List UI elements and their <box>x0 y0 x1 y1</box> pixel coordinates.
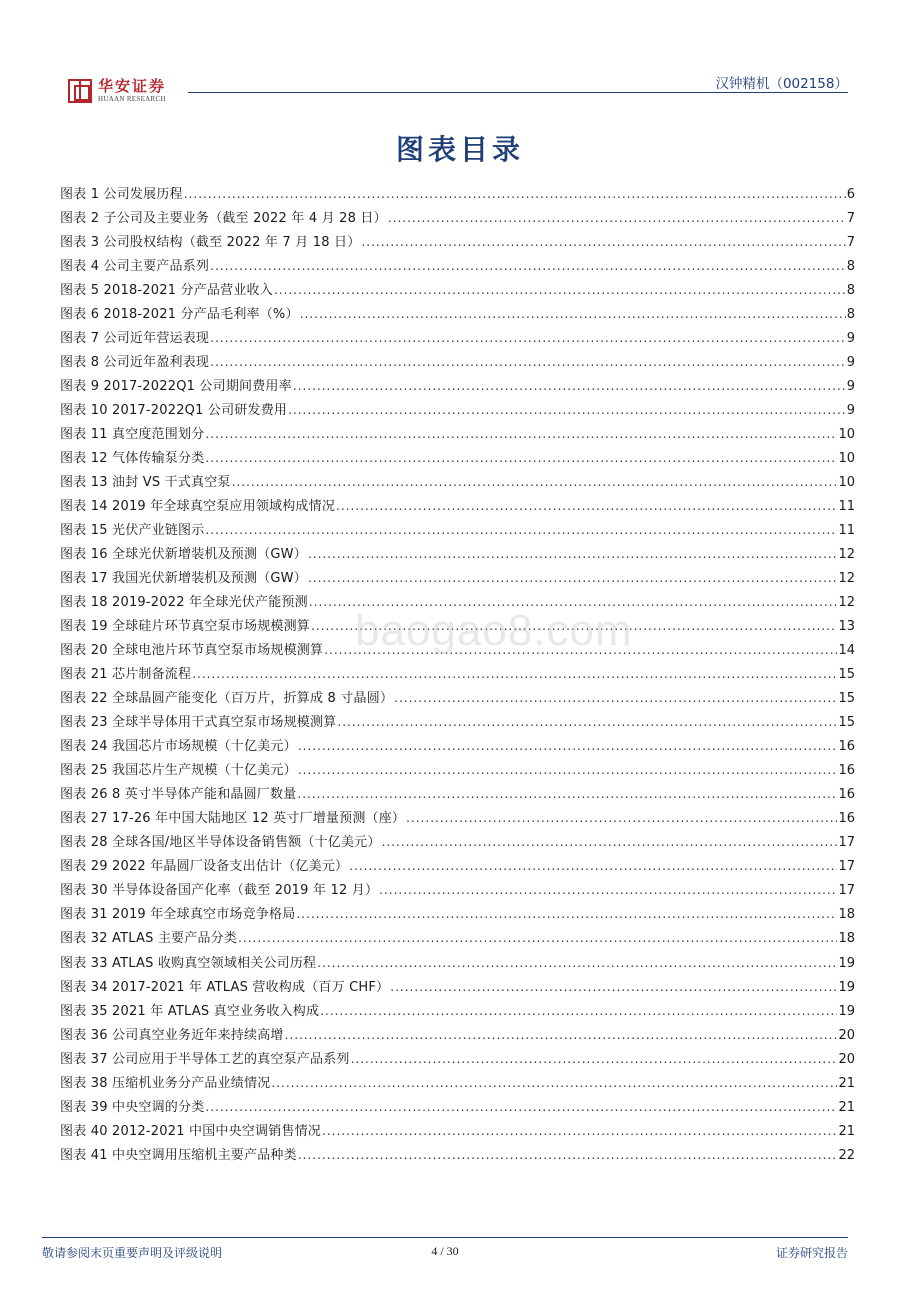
toc-entry-page[interactable]: 13 <box>838 619 855 635</box>
toc-entry[interactable] <box>60 759 855 783</box>
toc-dot-leader <box>308 571 838 585</box>
toc-entry-label[interactable]: 图表 18 2019-2022 年全球光伏产能预测 <box>60 595 308 611</box>
disclaimer-note: 敬请参阅末页重要声明及评级说明 <box>42 1246 223 1260</box>
toc-dot-leader <box>296 907 837 921</box>
toc-entry[interactable] <box>60 591 855 615</box>
toc-dot-leader <box>322 1124 837 1138</box>
company-logo <box>68 78 166 104</box>
toc-entry-page[interactable]: 22 <box>838 1147 855 1163</box>
page-header <box>58 70 848 110</box>
toc-entry-page[interactable]: 16 <box>838 739 855 755</box>
page-footer <box>42 1237 848 1267</box>
logo-en-text: HUAAN RESEARCH <box>98 95 166 103</box>
toc-entry-page[interactable]: 17 <box>838 859 855 875</box>
toc-entry[interactable] <box>60 831 855 855</box>
header-divider <box>188 92 848 93</box>
toc-entry-label[interactable]: 图表 29 2022 年晶圆厂设备支出估计（亿美元） <box>60 859 349 875</box>
toc-dot-leader <box>205 1100 837 1114</box>
toc-entry-label[interactable]: 图表 28 全球各国/地区半导体设备销售额（十亿美元） <box>60 835 381 851</box>
toc-entry-page[interactable]: 17 <box>838 835 855 851</box>
toc-entry-page[interactable]: 19 <box>838 955 855 971</box>
toc-entry[interactable] <box>60 1144 855 1168</box>
toc-entry-label[interactable]: 图表 39 中央空调的分类 <box>60 1099 205 1115</box>
toc-entry-label[interactable]: 图表 38 压缩机业务分产品业绩情况 <box>60 1075 271 1091</box>
toc-entry-page[interactable]: 19 <box>838 1003 855 1019</box>
toc-entry[interactable] <box>60 423 855 447</box>
toc-entry-label[interactable]: 图表 12 气体传输泵分类 <box>60 451 205 467</box>
toc-dot-leader <box>271 1076 837 1090</box>
toc-entry[interactable] <box>60 543 855 567</box>
toc-entry-label[interactable]: 图表 20 全球电池片环节真空泵市场规模测算 <box>60 643 324 659</box>
toc-entry-page[interactable]: 8 <box>846 307 855 323</box>
toc-entry[interactable] <box>60 952 855 976</box>
toc-dot-leader <box>232 475 838 489</box>
toc-dot-leader <box>320 1004 837 1018</box>
toc-entry[interactable] <box>60 231 855 255</box>
toc-entry[interactable] <box>60 495 855 519</box>
figure-list <box>60 183 855 1168</box>
toc-entry-label[interactable]: 图表 11 真空度范围划分 <box>60 427 205 443</box>
toc-entry[interactable] <box>60 351 855 375</box>
toc-entry-label[interactable]: 图表 21 芯片制备流程 <box>60 667 192 683</box>
toc-entry-page[interactable]: 9 <box>846 379 855 395</box>
toc-entry[interactable] <box>60 1000 855 1024</box>
toc-entry-label[interactable]: 图表 41 中央空调用压缩机主要产品种类 <box>60 1147 297 1163</box>
toc-entry-label[interactable]: 图表 26 8 英寸半导体产能和晶圆厂数量 <box>60 787 297 803</box>
toc-entry[interactable] <box>60 1120 855 1144</box>
toc-entry[interactable] <box>60 615 855 639</box>
toc-dot-leader <box>192 667 837 681</box>
toc-entry-page[interactable]: 9 <box>846 331 855 347</box>
report-type: 证券研究报告 <box>775 1246 848 1260</box>
toc-dot-leader <box>293 379 846 393</box>
toc-entry-label[interactable]: 图表 5 2018-2021 分产品营业收入 <box>60 283 273 299</box>
toc-dot-leader <box>336 499 837 513</box>
toc-entry[interactable] <box>60 375 855 399</box>
toc-entry-page[interactable]: 15 <box>838 691 855 707</box>
toc-entry[interactable] <box>60 807 855 831</box>
toc-dot-leader <box>300 307 846 321</box>
toc-dot-leader <box>349 859 837 873</box>
toc-dot-leader <box>205 427 837 441</box>
toc-entry-label[interactable]: 图表 36 公司真空业务近年来持续高增 <box>60 1027 284 1043</box>
toc-dot-leader <box>394 691 837 705</box>
toc-entry[interactable] <box>60 183 855 207</box>
toc-entry-page[interactable]: 18 <box>838 907 855 923</box>
toc-entry-label[interactable]: 图表 40 2012-2021 中国中央空调销售情况 <box>60 1123 321 1139</box>
toc-entry[interactable] <box>60 639 855 663</box>
toc-entry-label[interactable]: 图表 10 2017-2022Q1 公司研发费用 <box>60 403 288 419</box>
toc-entry-page[interactable]: 18 <box>838 931 855 947</box>
toc-dot-leader <box>379 883 837 897</box>
toc-dot-leader <box>298 1148 838 1162</box>
toc-dot-leader <box>298 739 838 753</box>
toc-entry-page[interactable]: 8 <box>846 259 855 275</box>
toc-entry-label[interactable]: 图表 32 ATLAS 主要产品分类 <box>60 931 238 947</box>
toc-entry-page[interactable]: 16 <box>838 787 855 803</box>
toc-entry-label[interactable]: 图表 13 油封 VS 干式真空泵 <box>60 475 231 491</box>
watermark: baogao8.com <box>355 606 633 655</box>
toc-entry-label[interactable]: 图表 15 光伏产业链图示 <box>60 523 205 539</box>
toc-dot-leader <box>205 523 837 537</box>
toc-entry[interactable] <box>60 663 855 687</box>
toc-entry-page[interactable]: 10 <box>838 427 855 443</box>
toc-entry-label[interactable]: 图表 9 2017-2022Q1 公司期间费用率 <box>60 379 292 395</box>
toc-entry-page[interactable]: 16 <box>838 811 855 827</box>
toc-entry-page[interactable]: 17 <box>838 883 855 899</box>
toc-entry-page[interactable]: 10 <box>838 451 855 467</box>
toc-entry-page[interactable]: 7 <box>846 211 855 227</box>
toc-dot-leader <box>388 211 846 225</box>
toc-entry-page[interactable]: 14 <box>838 643 855 659</box>
footer-divider <box>42 1237 848 1238</box>
toc-entry-label[interactable]: 图表 27 17-26 年中国大陆地区 12 英寸厂增量预测（座） <box>60 811 406 827</box>
toc-entry-label[interactable]: 图表 2 子公司及主要业务（截至 2022 年 4 月 28 日） <box>60 211 387 227</box>
toc-entry-label[interactable]: 图表 23 全球半导体用干式真空泵市场规模测算 <box>60 715 337 731</box>
toc-entry-page[interactable]: 12 <box>838 571 855 587</box>
toc-dot-leader <box>309 595 838 609</box>
toc-entry-label[interactable]: 图表 4 公司主要产品系列 <box>60 259 210 275</box>
toc-entry-page[interactable]: 9 <box>846 355 855 371</box>
toc-entry-page[interactable]: 8 <box>846 283 855 299</box>
toc-entry-label[interactable]: 图表 25 我国芯片生产规模（十亿美元） <box>60 763 297 779</box>
toc-entry[interactable] <box>60 327 855 351</box>
toc-dot-leader <box>406 811 837 825</box>
toc-entry[interactable] <box>60 471 855 495</box>
toc-dot-leader <box>317 956 837 970</box>
toc-entry-label[interactable]: 图表 31 2019 年全球真空市场竞争格局 <box>60 907 296 923</box>
toc-entry-page[interactable]: 21 <box>838 1123 855 1139</box>
toc-entry-page[interactable]: 7 <box>846 235 855 251</box>
toc-entry[interactable] <box>60 879 855 903</box>
toc-entry-label[interactable]: 图表 37 公司应用于半导体工艺的真空泵产品系列 <box>60 1051 350 1067</box>
toc-entry[interactable] <box>60 303 855 327</box>
toc-entry-page[interactable]: 11 <box>838 523 855 539</box>
toc-dot-leader <box>361 235 845 249</box>
logo-mark-icon <box>68 79 92 103</box>
toc-dot-leader <box>184 187 846 201</box>
toc-entry-label[interactable]: 图表 35 2021 年 ATLAS 真空业务收入构成 <box>60 1003 320 1019</box>
toc-entry-label[interactable]: 图表 30 半导体设备国产化率（截至 2019 年 12 月） <box>60 883 379 899</box>
toc-entry[interactable] <box>60 1048 855 1072</box>
toc-entry-label[interactable]: 图表 8 公司近年盈利表现 <box>60 355 210 371</box>
toc-dot-leader <box>311 619 837 633</box>
toc-entry-label[interactable]: 图表 16 全球光伏新增装机及预测（GW） <box>60 547 307 563</box>
toc-entry-page[interactable]: 21 <box>838 1099 855 1115</box>
toc-dot-leader <box>285 1028 838 1042</box>
toc-dot-leader <box>324 643 837 657</box>
toc-entry[interactable] <box>60 1072 855 1096</box>
toc-dot-leader <box>238 931 837 945</box>
toc-dot-leader <box>205 451 837 465</box>
toc-dot-leader <box>288 403 846 417</box>
toc-dot-leader <box>297 787 837 801</box>
toc-dot-leader <box>390 980 837 994</box>
toc-dot-leader <box>351 1052 838 1066</box>
toc-entry[interactable] <box>60 399 855 423</box>
toc-entry-page[interactable]: 9 <box>846 403 855 419</box>
toc-entry-label[interactable]: 图表 33 ATLAS 收购真空领域相关公司历程 <box>60 955 317 971</box>
toc-entry[interactable] <box>60 735 855 759</box>
toc-entry-label[interactable]: 图表 17 我国光伏新增装机及预测（GW） <box>60 571 307 587</box>
toc-entry[interactable] <box>60 687 855 711</box>
toc-entry-page[interactable]: 6 <box>846 187 855 202</box>
toc-dot-leader <box>210 355 846 369</box>
page-title: 图表目录 <box>395 133 524 166</box>
toc-dot-leader <box>210 331 846 345</box>
toc-entry-page[interactable]: 20 <box>838 1051 855 1067</box>
toc-entry[interactable] <box>60 207 855 231</box>
toc-entry-label[interactable]: 图表 34 2017-2021 年 ATLAS 营收构成（百万 CHF） <box>60 979 390 995</box>
toc-entry-label[interactable]: 图表 19 全球硅片环节真空泵市场规模测算 <box>60 619 311 635</box>
toc-entry-page[interactable]: 16 <box>838 763 855 779</box>
toc-entry[interactable] <box>60 447 855 471</box>
toc-entry-page[interactable]: 12 <box>838 547 855 563</box>
toc-entry[interactable] <box>60 711 855 735</box>
toc-entry[interactable] <box>60 855 855 879</box>
logo-cn-text: 华安证券 <box>98 77 167 95</box>
toc-dot-leader <box>382 835 838 849</box>
toc-entry[interactable] <box>60 927 855 951</box>
toc-entry-label[interactable]: 图表 6 2018-2021 分产品毛利率（%） <box>60 307 299 323</box>
toc-entry-label[interactable]: 图表 22 全球晶圆产能变化（百万片，折算成 8 寸晶圆） <box>60 691 394 707</box>
toc-dot-leader <box>210 259 846 273</box>
toc-entry[interactable] <box>60 519 855 543</box>
toc-entry-page[interactable]: 11 <box>838 499 855 515</box>
toc-entry-label[interactable]: 图表 24 我国芯片市场规模（十亿美元） <box>60 739 297 755</box>
toc-entry-page[interactable]: 19 <box>838 979 855 995</box>
toc-dot-leader <box>274 283 846 297</box>
stock-name-code: 汉钟精机（002158） <box>715 76 848 92</box>
toc-entry[interactable] <box>60 903 855 927</box>
toc-entry-label[interactable]: 图表 3 公司股权结构（截至 2022 年 7 月 18 日） <box>60 235 361 251</box>
toc-entry[interactable] <box>60 1024 855 1048</box>
toc-dot-leader <box>308 547 838 561</box>
toc-entry-page[interactable]: 15 <box>838 715 855 731</box>
toc-entry[interactable] <box>60 976 855 1000</box>
toc-entry-page[interactable]: 21 <box>838 1075 855 1091</box>
toc-entry-page[interactable]: 10 <box>838 475 855 491</box>
toc-entry[interactable] <box>60 567 855 591</box>
toc-entry-page[interactable]: 20 <box>838 1027 855 1043</box>
toc-entry-label[interactable]: 图表 7 公司近年营运表现 <box>60 331 210 347</box>
toc-entry[interactable] <box>60 783 855 807</box>
toc-entry-label[interactable]: 图表 1 公司发展历程 <box>60 187 183 202</box>
toc-entry-page[interactable]: 12 <box>838 595 855 611</box>
toc-entry-label[interactable]: 图表 14 2019 年全球真空泵应用领域构成情况 <box>60 499 336 515</box>
toc-entry[interactable] <box>60 255 855 279</box>
toc-entry-page[interactable]: 15 <box>838 667 855 683</box>
toc-entry[interactable] <box>60 1096 855 1120</box>
page-number: 4 / 30 <box>431 1244 459 1258</box>
toc-dot-leader <box>337 715 837 729</box>
toc-entry[interactable] <box>60 279 855 303</box>
toc-dot-leader <box>298 763 838 777</box>
